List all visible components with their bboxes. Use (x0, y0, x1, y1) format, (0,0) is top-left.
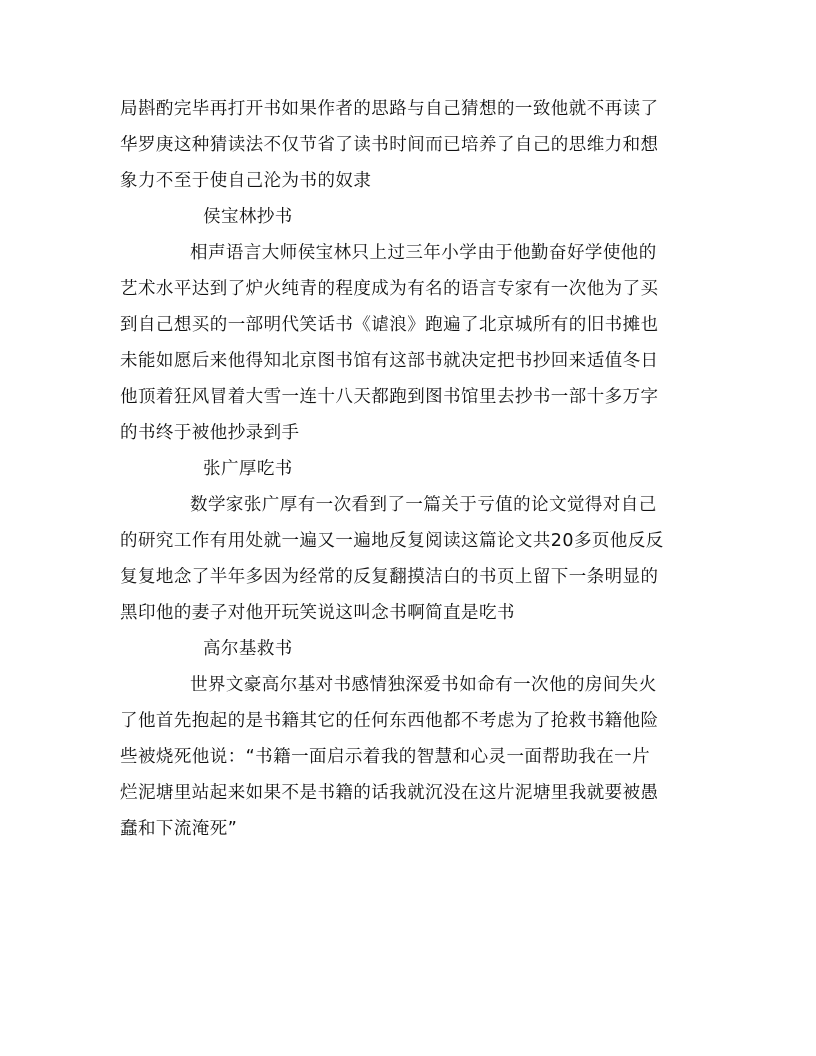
text-line: 的研究工作有用处就一遍又一遍地反复阅读这篇论文共20多页他反反 (120, 531, 664, 551)
text-line: 数学家张广厚有一次看到了一篇关于亏值的论文觉得对自己 (190, 495, 657, 515)
text-line: 黑印他的妻子对他开玩笑说这叫念书啊简直是吃书 (120, 603, 515, 623)
paragraph-gorky (120, 667, 696, 847)
text-line: 烂泥塘里站起来如果不是书籍的话我就沉没在这片泥塘里我就要被愚 (120, 783, 659, 803)
text-line: 华罗庚这种猜读法不仅节省了读书时间而已培养了自己的思维力和想 (120, 135, 659, 155)
section-heading-zhang-guanghou: 张广厚吃书 (203, 459, 293, 479)
paragraph-hou-baolin (120, 235, 696, 451)
text-line: 艺术水平达到了炉火纯青的程度成为有名的语言专家有一次他为了买 (120, 279, 659, 299)
document-body (120, 91, 696, 847)
text-line: 他顶着狂风冒着大雪一连十八天都跑到图书馆里去抄书一部十多万字 (120, 387, 659, 407)
text-line: 未能如愿后来他得知北京图书馆有这部书就决定把书抄回来适值冬日 (120, 351, 659, 371)
text-line: 象力不至于使自己沦为书的奴隶 (120, 171, 372, 191)
text-line: 到自己想买的一部明代笑话书《谑浪》跑遍了北京城所有的旧书摊也 (120, 315, 659, 335)
text-line: 相声语言大师侯宝林只上过三年小学由于他勤奋好学使他的 (190, 243, 657, 263)
text-line: 世界文豪高尔基对书感情独深爱书如命有一次他的房间失火 (190, 675, 657, 695)
text-line: 局斟酌完毕再打开书如果作者的思路与自己猜想的一致他就不再读了 (120, 99, 659, 119)
text-line: 复复地念了半年多因为经常的反复翻摸洁白的书页上留下一条明显的 (120, 567, 659, 587)
paragraph-zhang-guanghou (120, 487, 696, 631)
section-heading-gorky: 高尔基救书 (203, 639, 293, 659)
text-line: 些被烧死他说：“书籍一面启示着我的智慧和心灵一面帮助我在一片 (120, 747, 651, 767)
section-heading-hou-baolin: 侯宝林抄书 (203, 207, 293, 227)
text-line: 蠢和下流淹死” (120, 819, 238, 839)
text-line: 了他首先抱起的是书籍其它的任何东西他都不考虑为了抢救书籍他险 (120, 711, 659, 731)
paragraph-hua-luogeng-continued (120, 91, 696, 199)
text-line: 的书终于被他抄录到手 (120, 423, 300, 443)
